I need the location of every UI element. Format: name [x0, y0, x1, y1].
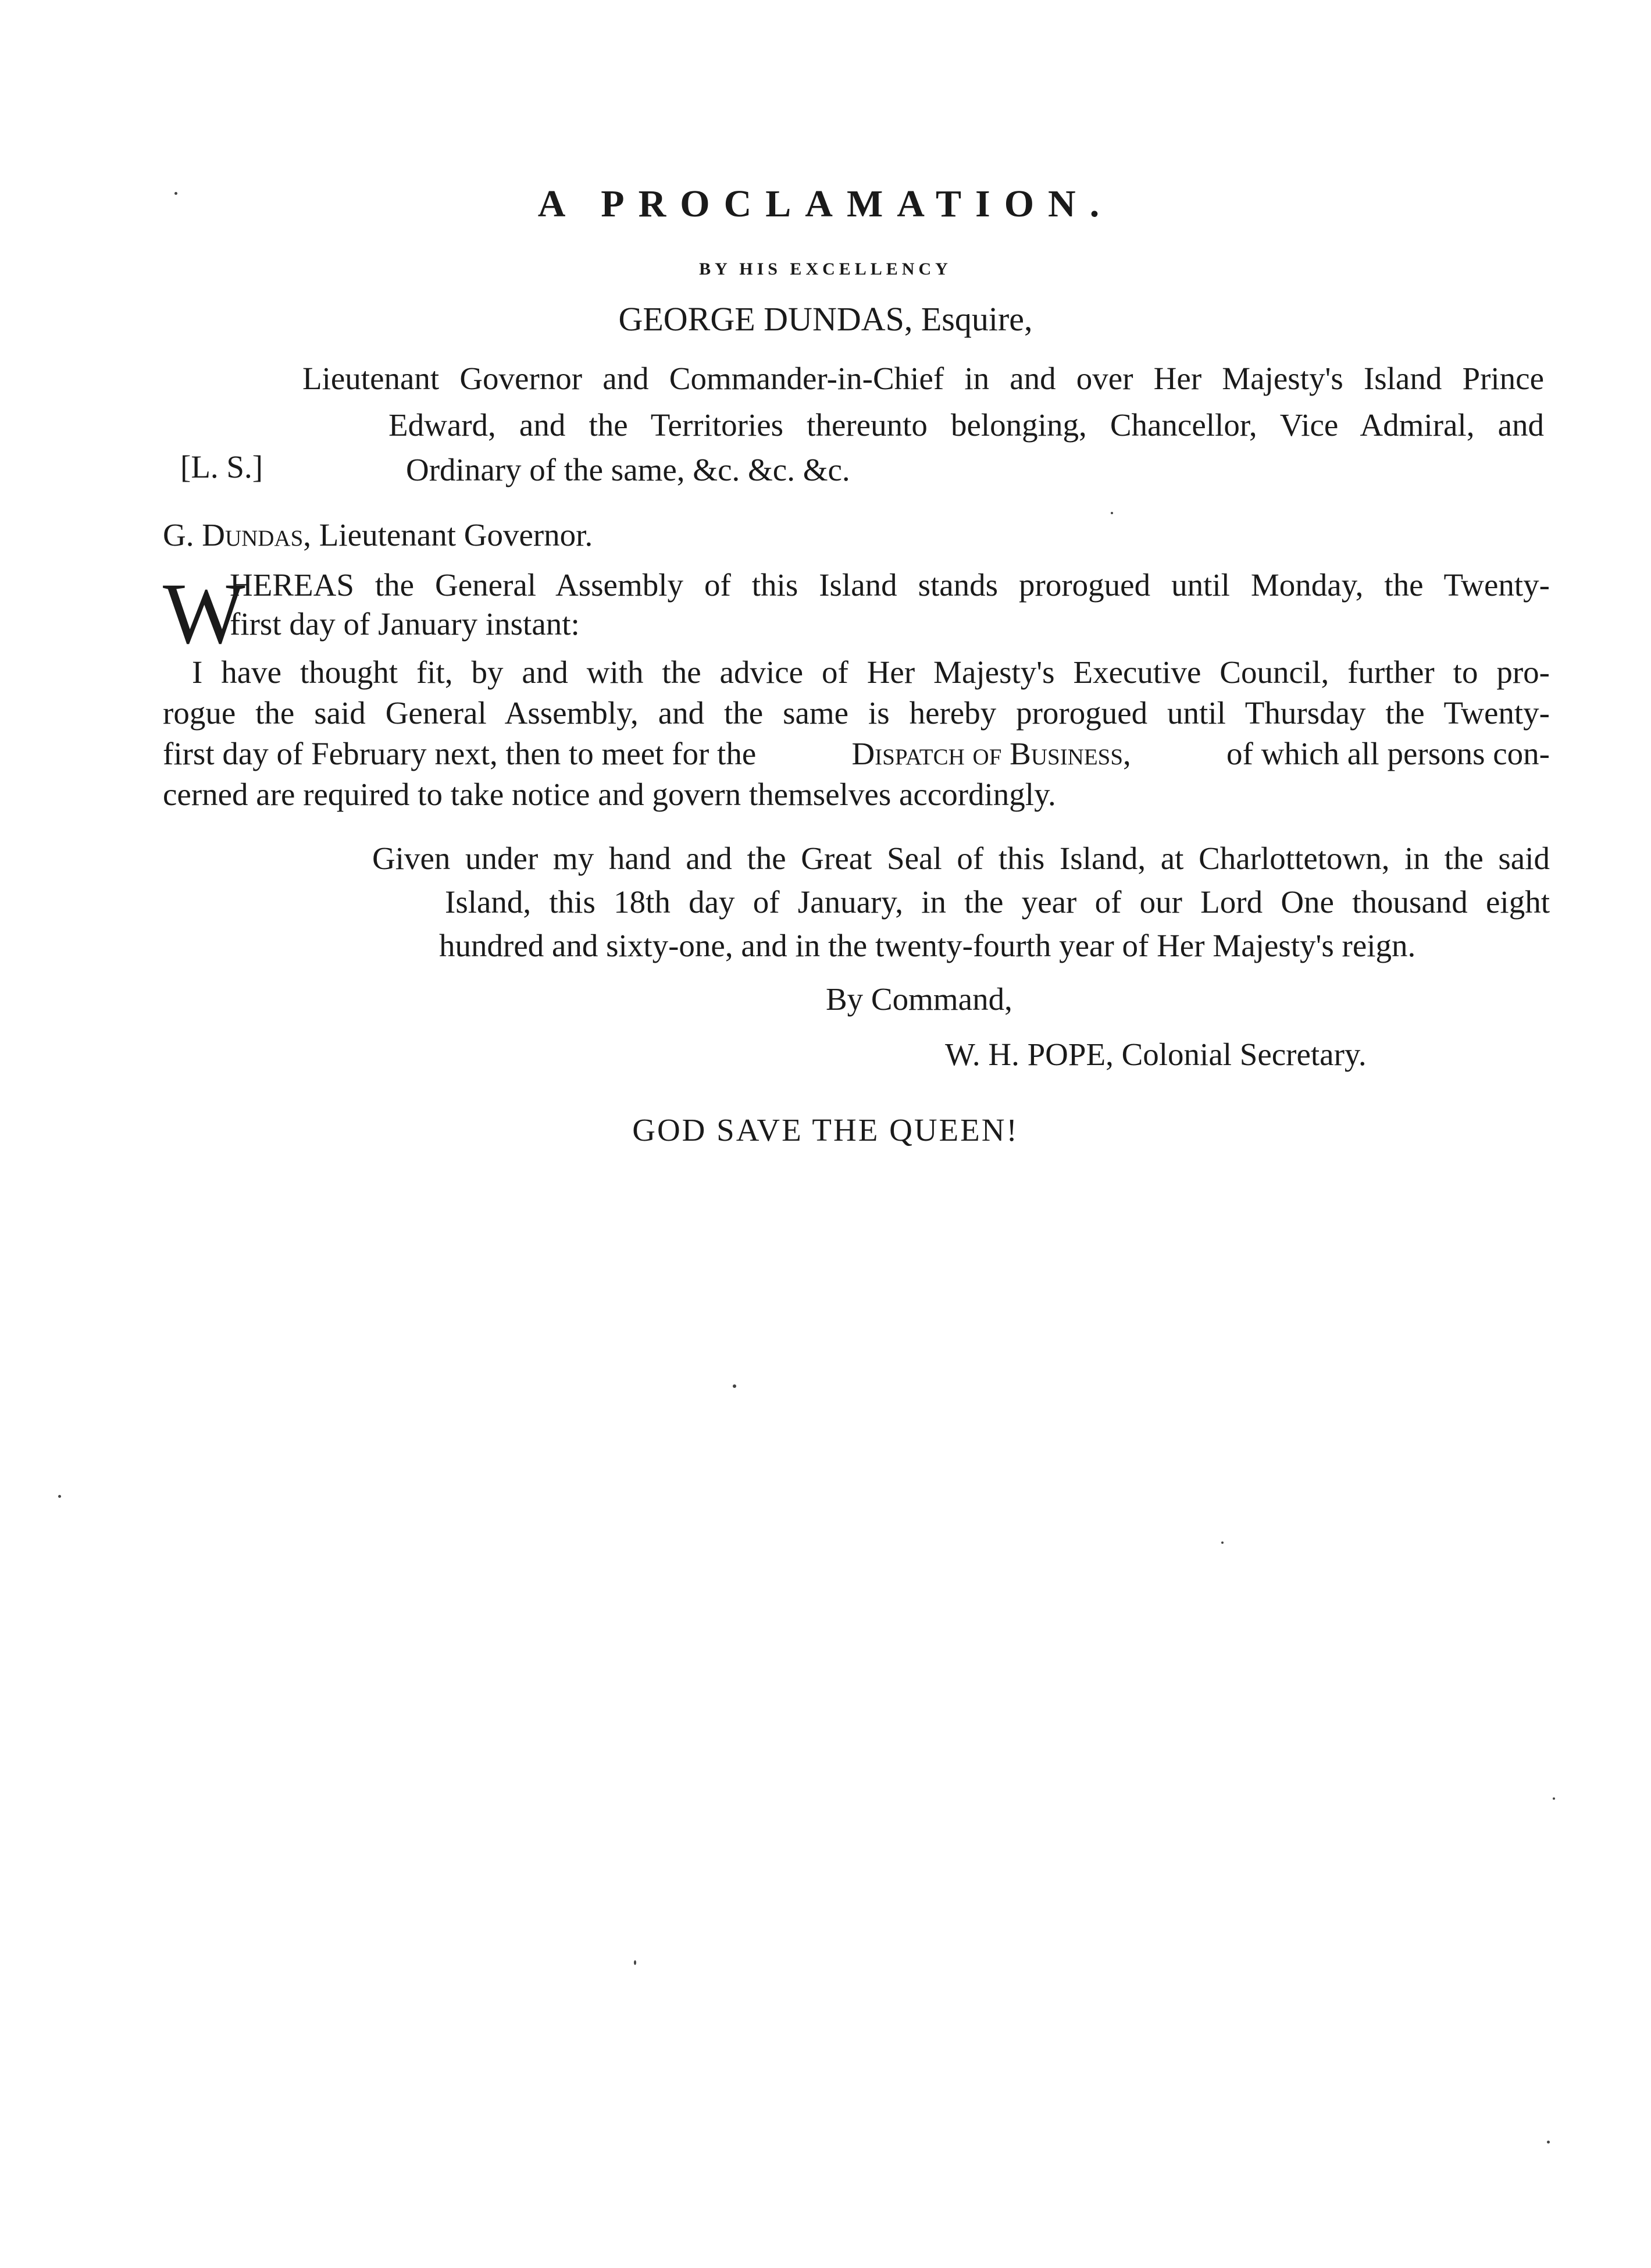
scan-speck [58, 1495, 61, 1498]
seal-mark: [L. S.] [180, 449, 263, 485]
scan-speck [733, 1384, 736, 1388]
byline: BY HIS EXCELLENCY [699, 259, 952, 279]
closing-line: GOD SAVE THE QUEEN! [632, 1112, 1019, 1148]
body-line-with-smallcaps [163, 738, 1550, 770]
body-line: I have thought fit, by and with the advice of Her Majesty's Executive Council, further to pro- [192, 654, 1550, 690]
given-line: Island, this 18th day of January, in the year of our Lord One thousand eight [445, 884, 1550, 920]
body-line: cerned are required to take notice and govern themselves accordingly. [163, 777, 1056, 812]
given-line: hundred and sixty-one, and in the twenty-fourth year of Her Majesty's reign. [439, 928, 1416, 963]
scan-speck [1111, 512, 1113, 514]
governor-title-line: Edward, and the Territories thereunto belonging, Chancellor, Vice Admiral, and [388, 407, 1544, 443]
by-command: By Command, [826, 981, 1012, 1017]
signer [163, 519, 593, 551]
body-line-part: of which all persons con- [1226, 736, 1550, 771]
governor-title-line: Ordinary of the same, &c. &c. &c. [406, 452, 850, 487]
body-line: rogue the said General Assembly, and the same is hereby prorogued until Thursday the Twenty- [163, 695, 1550, 731]
whereas-line: HEREAS the General Assembly of this Island stands prorogued until Monday, the Twenty- [230, 567, 1550, 603]
scan-speck [1553, 1797, 1555, 1800]
governor-name: GEORGE DUNDAS, Esquire, [618, 300, 1033, 338]
drop-cap: W [163, 565, 245, 662]
governor-title-line: Lieutenant Governor and Commander-in-Chief in and over Her Majesty's Island Prince [302, 361, 1544, 396]
scan-speck [1221, 1541, 1224, 1544]
proclamation-title: A PROCLAMATION. [537, 183, 1114, 225]
body-line-part: first day of February next, then to meet for the [163, 736, 757, 771]
colonial-secretary: W. H. POPE, Colonial Secretary. [945, 1037, 1367, 1072]
scan-speck [1547, 2141, 1550, 2144]
signer-name: G. Dundas, [163, 517, 312, 553]
scan-speck [634, 1960, 636, 1965]
given-line: Given under my hand and the Great Seal of this Island, at Charlottetown, in the said [372, 841, 1550, 876]
scan-speck [174, 192, 177, 195]
signer-title: Lieutenant Governor. [319, 517, 593, 553]
dispatch-of-business: Dispatch of Business, [851, 736, 1131, 771]
whereas-line: first day of January instant: [230, 606, 580, 642]
